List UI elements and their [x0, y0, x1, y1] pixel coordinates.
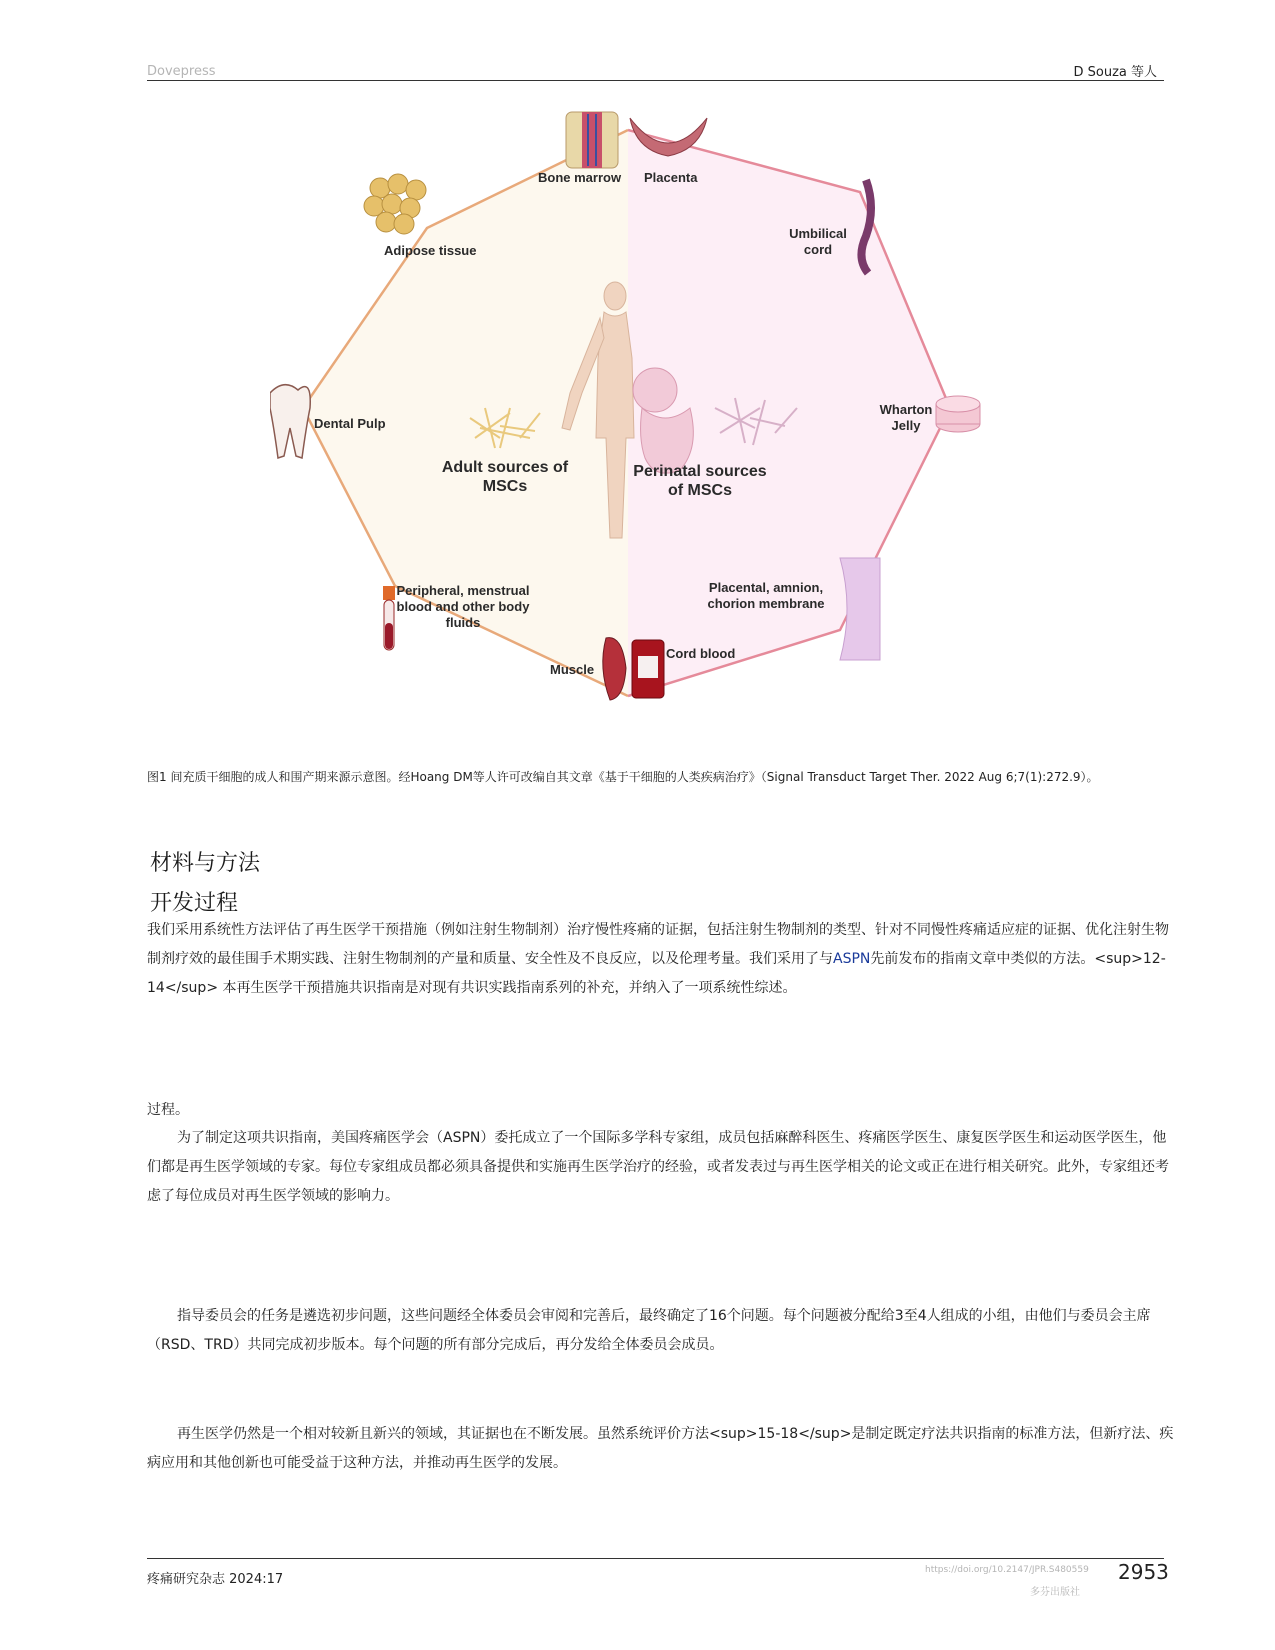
paragraph-2-lead: 过程。: [147, 1102, 189, 1118]
perinatal-sources-label-line2: of MSCs: [668, 482, 732, 499]
section-title-methods: 材料与方法: [150, 851, 261, 876]
label-membrane-2: chorion membrane: [707, 596, 825, 611]
label-adipose-tissue: Adipose tissue: [384, 243, 477, 258]
blood-tube-icon: [383, 586, 395, 650]
paragraph-2-text: 为了制定这项共识指南，美国疼痛医学会（ASPN）委托成立了一个国际多学科专家组，成员包括麻醉科医生、疼痛医学医生、康复医学医生和运动医学医生，他们都是再生医学领域的专家。每位专家组成员都必须具备提供和实施再生医学治疗的经验，或者发表过与再生医学相关的论文或正在进行相关研究。此外，专家组还考虑了每位成员对再生医学领域的影响力。: [147, 1130, 1169, 1204]
label-umbilical-1: Umbilical: [789, 226, 847, 241]
wharton-jelly-icon: [936, 396, 980, 432]
label-membrane-1: Placental, amnion,: [708, 580, 824, 595]
label-cord-blood: Cord blood: [666, 646, 736, 661]
aspn-link[interactable]: ASPN: [833, 951, 871, 967]
footer-rule: [147, 1558, 1164, 1559]
adipose-tissue-icon: [364, 174, 426, 234]
paragraph-1: [147, 916, 1177, 1003]
figure-caption: 图1 间充质干细胞的成人和围产期来源示意图。经Hoang DM等人许可改编自其文章《基于干细胞的人类疾病治疗》（Signal Transduct Target Ther. 2022 Aug 6;7(1):272.9）。: [147, 770, 1099, 784]
section-title-process: 开发过程: [150, 891, 239, 916]
header-rule: [147, 80, 1164, 81]
paragraph-4: [147, 1420, 1177, 1478]
header-authors: D Souza 等人: [1073, 65, 1157, 80]
perinatal-sources-label-line1: Perinatal sources: [633, 463, 767, 480]
paragraph-1-text-a: 我们采用系统性方法评估了再生医学干预措施（例如注射生物制剂）治疗慢性疼痛的证据，包括注射生物制剂的类型、针对不同慢性疼痛适应症的证据、优化注射生物制剂疗效的最佳围手术期实践、注射生物制剂的产量和质量、安全性及不良反应，以及伦理考量。我们采用了与: [147, 922, 1169, 967]
label-bone-marrow: Bone marrow: [538, 170, 622, 185]
label-peripheral-2: blood and other body: [396, 599, 530, 614]
label-placenta: Placenta: [644, 170, 698, 185]
paragraph-3: [147, 1302, 1177, 1360]
label-wharton-1: Wharton: [879, 402, 933, 417]
label-peripheral-1: Peripheral, menstrual: [396, 583, 530, 598]
paragraph-1-text-b: 先前发布的指南文章中类似的方法。<sup>12-14</sup> 本再生医学干预措施共识指南是对现有共识实践指南系列的补充，并纳入了一项系统性综述。: [147, 951, 1166, 996]
label-umbilical-2: cord: [803, 242, 833, 257]
paragraph-4-text: 再生医学仍然是一个相对较新且新兴的领域，其证据也在不断发展。虽然系统评价方法<sup>15-18</sup>是制定既定疗法共识指南的标准方法，但新疗法、疾病应用和其他创新也可能受益于这种方法，并推动再生医学的发展。: [147, 1426, 1174, 1471]
figure-msc-sources: [270, 108, 1040, 748]
cord-blood-bag-icon: [632, 640, 664, 698]
footer-doi-link[interactable]: https://doi.org/10.2147/JPR.S480559: [925, 1565, 1089, 1575]
adult-sources-label-line2: MSCs: [482, 478, 528, 495]
adult-sources-label-line1: Adult sources of: [441, 459, 569, 476]
paragraph-2: [147, 1124, 1177, 1211]
label-dental-pulp: Dental Pulp: [314, 416, 386, 431]
label-muscle: Muscle: [550, 662, 595, 677]
label-peripheral-3: fluids: [445, 615, 481, 630]
bone-marrow-icon: [566, 112, 618, 168]
footer-publisher: 多芬出版社: [1030, 1587, 1080, 1598]
paragraph-3-text: 指导委员会的任务是遴选初步问题，这些问题经全体委员会审阅和完善后，最终确定了16个问题。每个问题被分配给3至4人组成的小组，由他们与委员会主席（RSD、TRD）共同完成初步版本。每个问题的所有部分完成后，再分发给全体委员会成员。: [147, 1308, 1151, 1353]
label-wharton-2: Jelly: [891, 418, 921, 433]
footer-page-number: 2953: [1118, 1560, 1169, 1584]
footer-journal: 疼痛研究杂志 2024:17: [147, 1572, 284, 1587]
tooth-icon: [270, 385, 310, 458]
header-journal: Dovepress: [147, 64, 216, 79]
